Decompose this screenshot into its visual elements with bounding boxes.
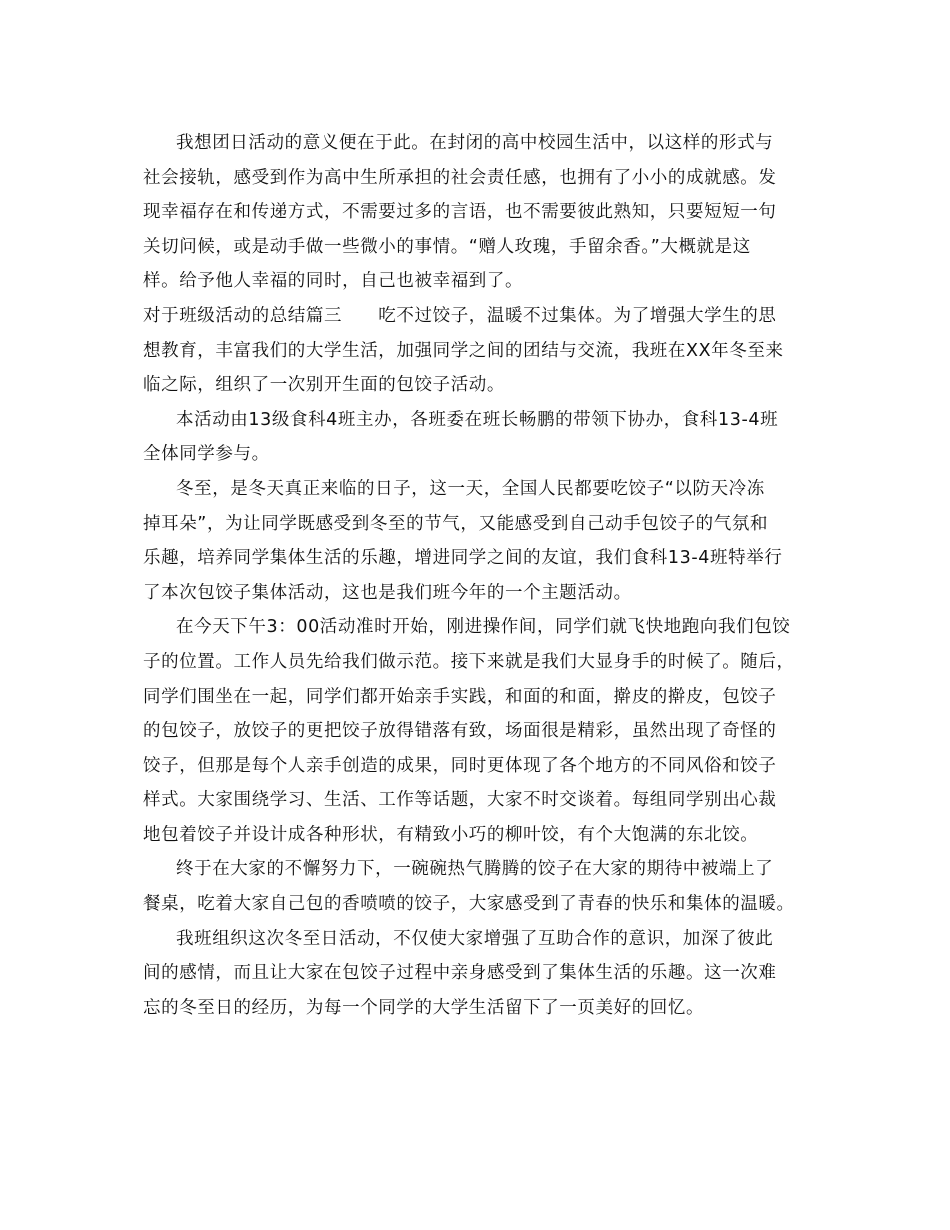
text-line: 忘的冬至日的经历，为每一个同学的大学生活留下了一页美好的回忆。 bbox=[143, 997, 705, 1018]
text-line: 冬至，是冬天真正来临的日子，这一天，全国人民都要吃饺子“以防天冷冻 bbox=[176, 478, 765, 499]
text-line: 掉耳朵”，为让同学既感受到冬至的节气，又能感受到自己动手包饺子的气氛和 bbox=[143, 513, 769, 534]
text-line: 我想团日活动的意义便在于此。在封闭的高中校园生活中，以这样的形式与 bbox=[176, 133, 774, 153]
text-line: 样。给予他人幸福的同时，自己也被幸福到了。 bbox=[143, 271, 524, 292]
text-line: 了本次包饺子集体活动，这也是我们班今年的一个主题活动。 bbox=[143, 582, 632, 603]
document-body bbox=[143, 126, 808, 1025]
text-line: 社会接轨，感受到作为高中生所承担的社会责任感，也拥有了小小的成就感。发 bbox=[143, 167, 777, 188]
text-line: 对于班级活动的总结篇三 吃不过饺子，温暖不过集体。为了增强大学生的思 bbox=[143, 305, 777, 326]
text-line: 饺子，但那是每个人亲手创造的成果，同时更体现了各个地方的不同风俗和饺子 bbox=[143, 755, 777, 776]
text-line: 乐趣，培养同学集体生活的乐趣，增进同学之间的友谊，我们食科13-4班特举行 bbox=[143, 548, 783, 569]
text-line: 本活动由13级食科4班主办，各班委在班长畅鹏的带领下协办，食科13-4班 bbox=[176, 409, 779, 430]
text-line: 在今天下午3：00活动准时开始，刚进操作间，同学们就飞快地跑向我们包饺 bbox=[176, 617, 791, 638]
text-line: 样式。大家围绕学习、生活、工作等话题，大家不时交谈着。每组同学别出心裁 bbox=[143, 790, 777, 811]
text-line: 临之际，组织了一次别开生面的包饺子活动。 bbox=[143, 375, 505, 396]
text-line: 餐桌，吃着大家自己包的香喷喷的饺子，大家感受到了青春的快乐和集体的温暖。 bbox=[143, 894, 795, 915]
text-line: 想教育，丰富我们的大学生活，加强同学之间的团结与交流，我班在XX年冬至来 bbox=[143, 340, 784, 361]
text-line: 全体同学参与。 bbox=[143, 444, 270, 465]
text-line: 关切问候，或是动手做一些微小的事情。“赠人玫瑰，手留余香。”大概就是这 bbox=[143, 236, 751, 257]
text-line: 间的感情，而且让大家在包饺子过程中亲身感受到了集体生活的乐趣。这一次难 bbox=[143, 963, 777, 984]
text-line: 子的位置。工作人员先给我们做示范。接下来就是我们大显身手的时候了。随后， bbox=[143, 651, 795, 672]
text-line: 地包着饺子并设计成各种形状，有精致小巧的柳叶饺，有个大饱满的东北饺。 bbox=[143, 824, 759, 845]
text-line: 终于在大家的不懈努力下，一碗碗热气腾腾的饺子在大家的期待中被端上了 bbox=[176, 859, 774, 880]
text-line: 我班组织这次冬至日活动，不仅使大家增强了互助合作的意识，加深了彼此 bbox=[176, 928, 774, 949]
text-line: 同学们围坐在一起，同学们都开始亲手实践，和面的和面，擀皮的擀皮，包饺子 bbox=[143, 686, 777, 707]
text-line: 的包饺子，放饺子的更把饺子放得错落有致，场面很是精彩，虽然出现了奇怪的 bbox=[143, 721, 777, 742]
text-line: 现幸福存在和传递方式，不需要过多的言语，也不需要彼此熟知，只要短短一句 bbox=[143, 202, 777, 223]
